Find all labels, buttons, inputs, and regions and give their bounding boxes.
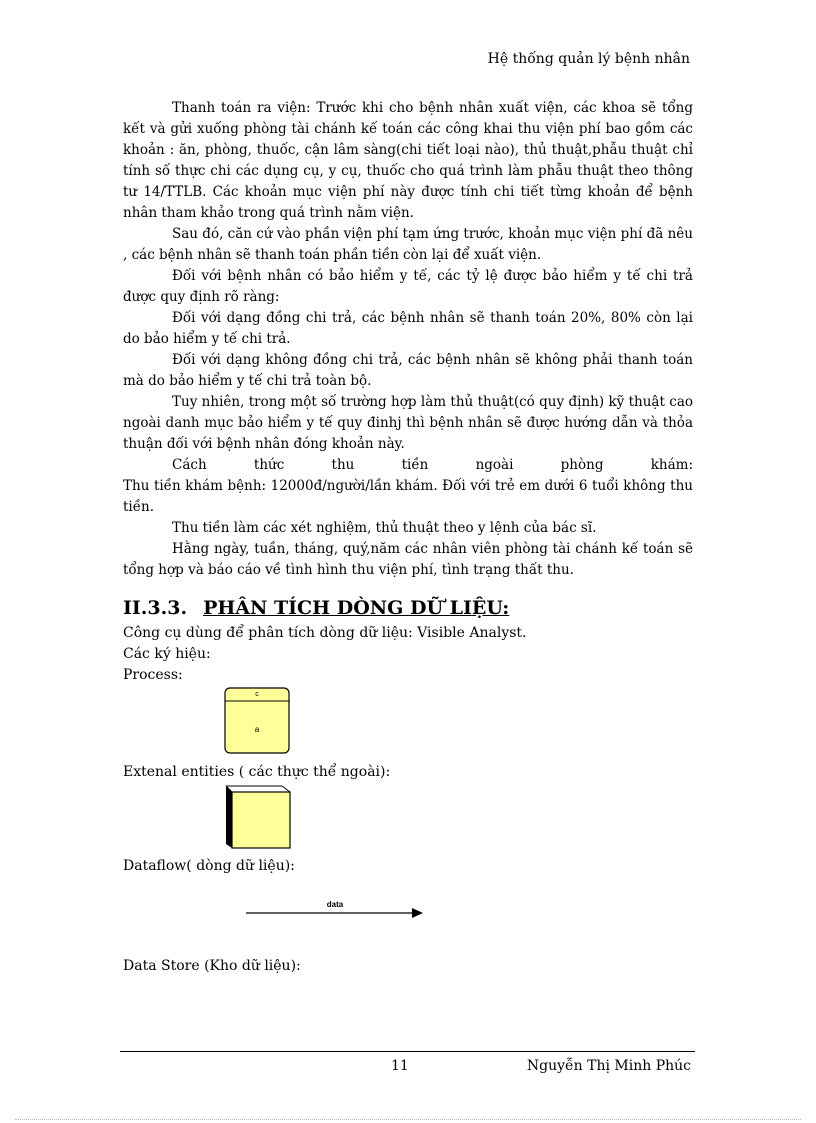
paragraph: Thu tiền làm các xét nghiệm, thủ thuật theo y lệnh của bác sĩ. xyxy=(172,520,597,536)
process-name-label: a xyxy=(254,725,260,734)
paragraph: Cách thức thu tiền ngoài phòng khám: xyxy=(172,457,693,473)
paragraph: Thu tiền khám bệnh: 12000đ/người/lần khám. Đối với trẻ em dưới 6 tuổi không thu tiền. xyxy=(123,478,693,515)
paragraph: Hằng ngày, tuần, tháng, quý,năm các nhân viên phòng tài chánh kế toán sẽ tổng hợp và báo cáo về tình hình thu viện phí, tình trạng thất thu. xyxy=(123,541,693,578)
footer-author: Nguyễn Thị Minh Phúc xyxy=(526,1058,691,1074)
datastore-label: Data Store (Kho dữ liệu): xyxy=(123,958,301,974)
external-entities-label: Extenal entities ( các thực thể ngoài): xyxy=(123,764,391,780)
page-header: Hệ thống quản lý bệnh nhân xyxy=(487,51,690,67)
arrow-head-icon xyxy=(412,908,423,918)
dataflow-label: Dataflow( dòng dữ liệu): xyxy=(123,858,295,874)
paragraph: Sau đó, căn cứ vào phần viện phí tạm ứng trước, khoản mục viện phí đã nêu , các bệnh nhân sẽ thanh toán phần tiền còn lại để xuất viện. xyxy=(123,226,693,263)
section-heading xyxy=(123,597,509,619)
process-label: Process: xyxy=(123,667,183,683)
process-symbol xyxy=(220,684,296,758)
body-text xyxy=(123,98,693,581)
page-number: 11 xyxy=(391,1058,409,1074)
footer-divider xyxy=(120,1051,695,1052)
entity-shape xyxy=(232,792,290,848)
dataflow-symbol xyxy=(240,894,430,924)
paragraph: Thanh toán ra viện: Trước khi cho bệnh nhân xuất viện, các khoa sẽ tổng kết và gửi xuống phòng tài chánh kế toán các công khai thu viện phí bao gồm các khoản : ăn, phòng, thuốc, cận lâm sàng(chi tiết loại nào), thủ thuật,phẫu thuật chỉ tính số thực chi các dụng cụ, y cụ, thuốc cho quá trình làm phẫu thuật theo thông tư 14/TTLB. Các khoản mục viện phí này được tính chi tiết từng khoản để bệnh nhân tham khảo trong quá trình nằm viện. xyxy=(123,100,693,221)
section-title: PHÂN TÍCH DÒNG DỮ LIỆU: xyxy=(203,597,510,619)
paragraph: Tuy nhiên, trong một số trường hợp làm thủ thuật(có quy định) kỹ thuật cao ngoài danh mục bảo hiểm y tế quy đinhj thì bệnh nhân sẽ được hướng dẫn và thỏa thuận đối với bệnh nhân đóng khoản này. xyxy=(123,394,693,452)
tool-line: Công cụ dùng để phân tích dòng dữ liệu: Visible Analyst. xyxy=(123,625,527,641)
paragraph: Đối với dạng đồng chi trả, các bệnh nhân sẽ thanh toán 20%, 80% còn lại do bảo hiểm y tế chi trả. xyxy=(123,310,693,347)
dataflow-text: data xyxy=(326,900,344,909)
symbols-line: Các ký hiệu: xyxy=(123,646,211,662)
paragraph: Đối với dạng không đồng chi trả, các bệnh nhân sẽ không phải thanh toán mà do bảo hiểm y tế chi trả toàn bộ. xyxy=(123,352,693,389)
external-entity-symbol xyxy=(222,782,296,854)
process-id-label: c xyxy=(255,691,259,698)
paragraph: Đối với bệnh nhân có bảo hiểm y tế, các tỷ lệ được bảo hiểm y tế chi trả được quy định rõ ràng: xyxy=(123,268,693,305)
entity-shadow xyxy=(226,786,232,848)
section-number: II.3.3. xyxy=(123,597,188,619)
page-edge-divider xyxy=(15,1119,801,1120)
